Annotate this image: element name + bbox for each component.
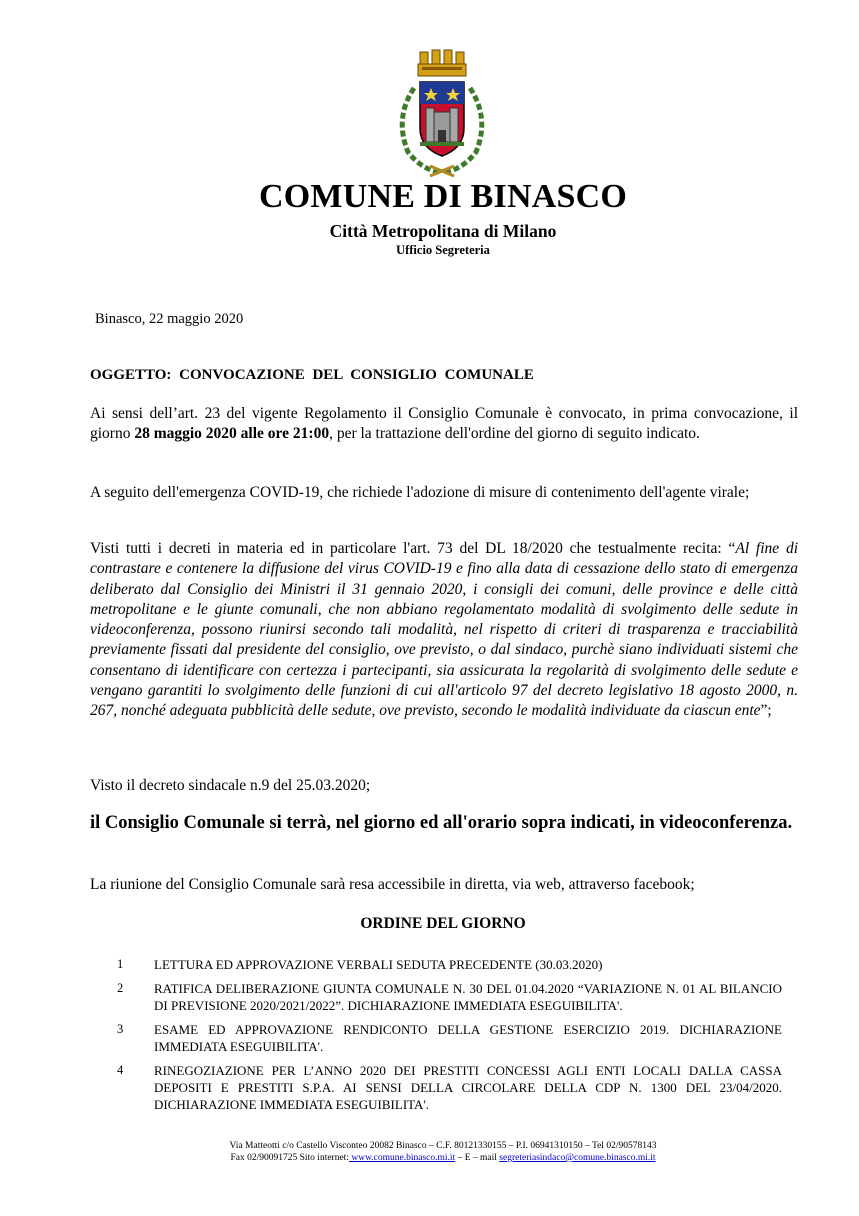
- coat-of-arms-icon: [386, 48, 498, 180]
- footer-address-line: Via Matteotti c/o Castello Visconteo 20082 Binasco – C.F. 80121330155 – P.I. 06941310150 – Tel 02/90578143: [229, 1141, 657, 1151]
- agenda-item-number: 3: [117, 1022, 124, 1036]
- footer-contact-line: [0, 1152, 859, 1164]
- metropolitan-city-subtitle: Città Metropolitana di Milano: [329, 221, 557, 241]
- agenda-item: [112, 1021, 782, 1055]
- mayor-decree-paragraph: Visto il decreto sindacale n.9 del 25.03.2020;: [90, 777, 371, 794]
- convocation-text-post: , per la trattazione dell'ordine del giorno di seguito indicato.: [329, 425, 700, 443]
- agenda-item: [112, 1062, 782, 1113]
- office-name: Ufficio Segreteria: [396, 243, 490, 257]
- agenda-list: [112, 956, 782, 1120]
- date-line: Binasco, 22 maggio 2020: [95, 311, 244, 327]
- footer: [0, 1140, 859, 1164]
- convocation-text-pre: Ai sensi dell’art. 23 del vigente Regolamento il Consiglio Comunale è convocato, in prima convocazione, il giorno: [90, 405, 798, 443]
- crown-icon: [418, 50, 466, 76]
- agenda-item-text: LETTURA ED APPROVAZIONE VERBALI SEDUTA PRECEDENTE (30.03.2020): [154, 957, 603, 972]
- decree-intro: Visti tutti i decreti in materia ed in particolare l'art. 73 del DL 18/2020 che testualmente recita: “: [90, 540, 736, 557]
- footer-email-label: – E – mail: [455, 1153, 500, 1163]
- email-link[interactable]: segreteriasindaco@comune.binasco.mi.it: [499, 1153, 656, 1163]
- agenda-item-number: 1: [117, 957, 124, 971]
- agenda-item-text: RATIFICA DELIBERAZIONE GIUNTA COMUNALE N. 30 DEL 01.04.2020 “VARIAZIONE N. 01 AL BILANCIO DI PREVISIONE 2020/2021/2022”. DICHIARAZIONE IMMEDIATA ESEGUIBILITA'.: [154, 981, 782, 1013]
- agenda-title: ORDINE DEL GIORNO: [360, 915, 526, 932]
- meeting-datetime: 28 maggio 2020 alle ore 21:00: [134, 425, 330, 443]
- agenda-item-text: ESAME ED APPROVAZIONE RENDICONTO DELLA GESTIONE ESERCIZIO 2019. DICHIARAZIONE IMMEDIATA ESEGUIBILITA'.: [154, 1022, 782, 1054]
- agenda-item-number: 2: [117, 981, 124, 995]
- footer-fax-label: Fax 02/90091725 Sito internet:: [230, 1153, 349, 1163]
- emergency-paragraph: A seguito dell'emergenza COVID-19, che richiede l'adozione di misure di contenimento dell'agente virale;: [90, 484, 750, 501]
- convocation-paragraph: [90, 404, 798, 445]
- agenda-item: [112, 980, 782, 1014]
- decree-quote: Al fine di contrastare e contenere la diffusione del virus COVID-19 e fino alla data di cessazione dello stato di emergenza deliberato dal Consiglio dei Ministri il 31 gennaio 2020, i consigli dei comuni, delle province e delle città metropolitane e le giunte comunali, che non abbiano regolamentato modalità di svolgimento delle sedute in videoconferenza, possono riunirsi secondo tali modalità, nel rispetto di criteri di trasparenza e tracciabilità previamente fissati dal presidente del consiglio, ove previsto, o dal sindaco, purchè siano individuati sistemi che consentano di identificare con certezza i partecipanti, sia assicurata la regolarità di svolgimento delle sedute e vengano garantiti lo svolgimento delle funzioni di cui all'articolo 97 del decreto legislativo 18 agosto 2000, n. 267, nonché adeguata pubblicità delle sedute, ove previsto, secondo le modalità individuate da ciascun ente: [90, 540, 798, 720]
- agenda-item-number: 4: [117, 1063, 124, 1077]
- agenda-item: [112, 956, 782, 973]
- website-link[interactable]: www.comune.binasco.mi.it: [348, 1153, 456, 1163]
- agenda-item-text: RINEGOZIAZIONE PER L’ANNO 2020 DEI PRESTITI CONCESSI AGLI ENTI LOCALI DALLA CASSA DEPOSITI E PRESTITI S.P.A. AI SENSI DELLA CIRCOLARE DELLA CDP N. 1300 DEL 23/04/2020. DICHIARAZIONE IMMEDIATA ESEGUIBILITA'.: [154, 1063, 782, 1112]
- subject-line: OGGETTO: CONVOCAZIONE DEL CONSIGLIO COMUNALE: [90, 367, 534, 383]
- livestream-paragraph: La riunione del Consiglio Comunale sarà resa accessibile in diretta, via web, attraverso facebook;: [90, 876, 695, 893]
- videoconference-notice: il Consiglio Comunale si terrà, nel giorno ed all'orario sopra indicati, in videoconferenza.: [90, 813, 793, 833]
- municipality-title: COMUNE DI BINASCO: [259, 178, 627, 215]
- decree-paragraph: [90, 539, 798, 722]
- decree-outro: ”;: [760, 702, 772, 720]
